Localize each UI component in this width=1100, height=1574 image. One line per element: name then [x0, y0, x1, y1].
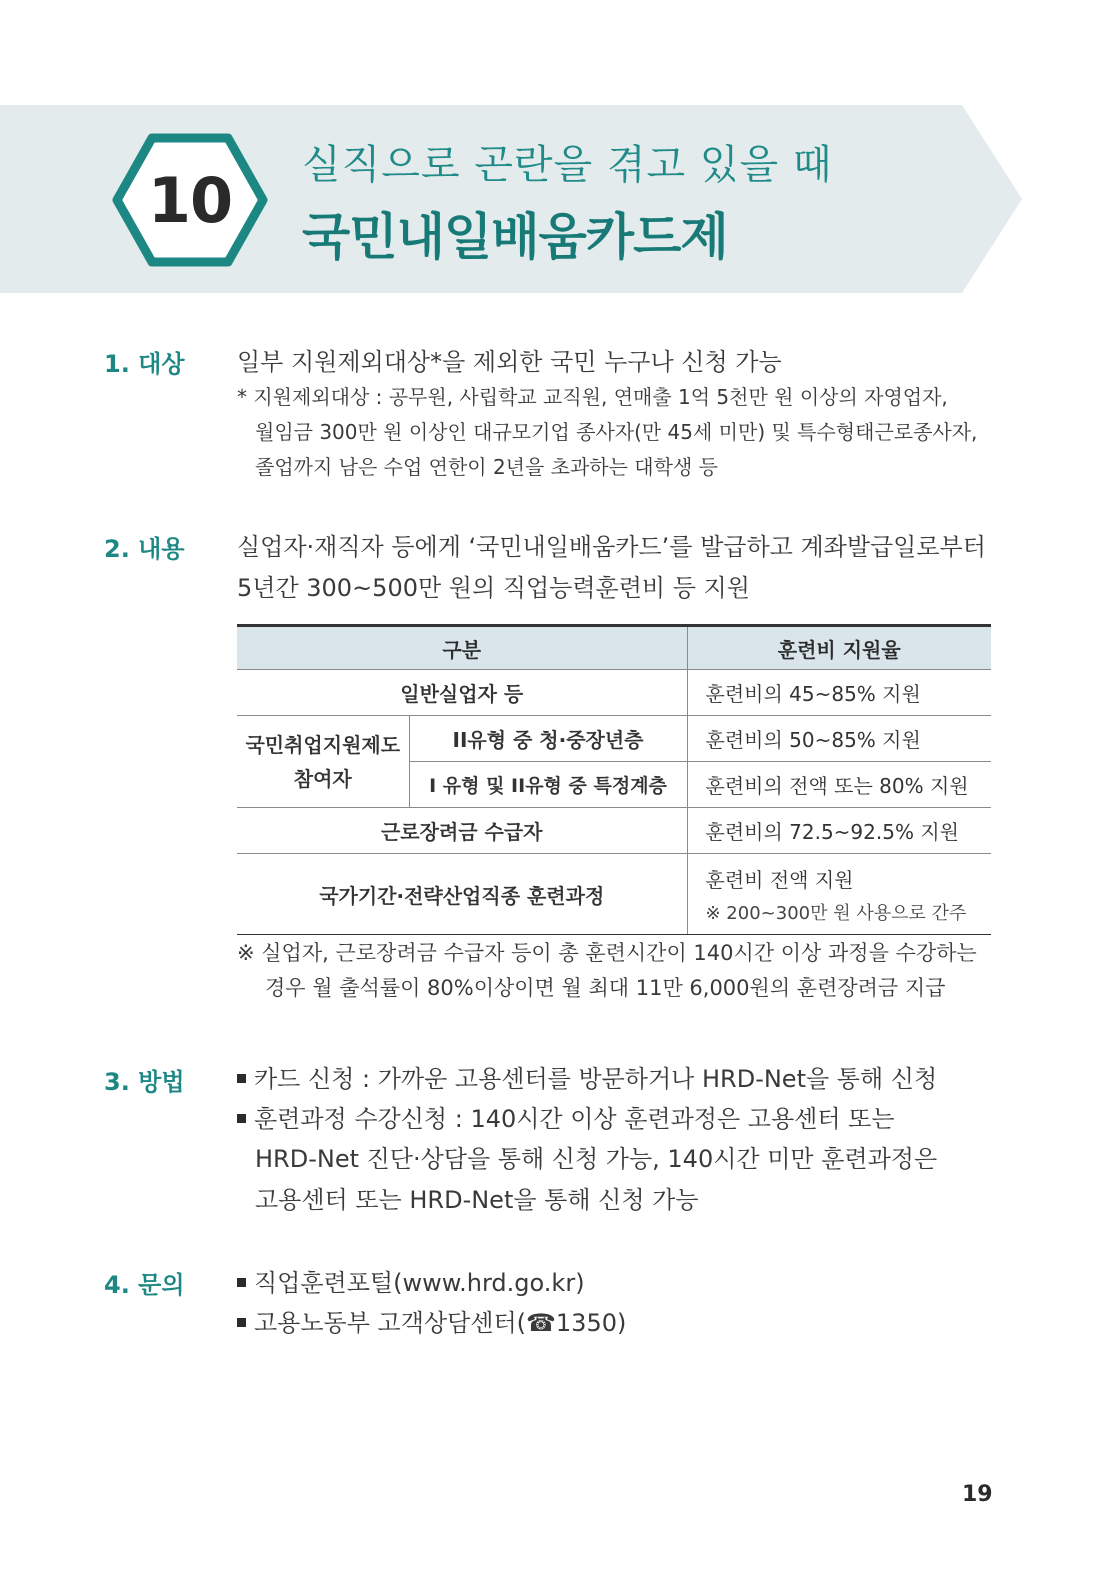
- table-cell-group: [237, 716, 409, 808]
- table-row: [237, 716, 991, 762]
- section-4-line-1: [237, 1263, 585, 1298]
- section-2-footnote-1: ※ 실업자, 근로장려금 수급자 등이 총 훈련시간이 140시간 이상 과정을 수강하는: [237, 941, 977, 965]
- section-4-line-2: [237, 1303, 626, 1338]
- hexagon-badge-icon: [112, 133, 268, 267]
- header-title: 국민내일배움카드제: [302, 208, 728, 266]
- training-support-table: [237, 624, 991, 935]
- section-3-line-4: 고용센터 또는 HRD-Net을 통해 신청 가능: [255, 1186, 699, 1214]
- section-1-note-1: * 지원제외대상 : 공무원, 사립학교 교직원, 연매출 1억 5천만 원 이상의 자영업자,: [237, 385, 948, 409]
- table-header-row: [237, 626, 991, 670]
- section-3-label: 3. 방법: [104, 1068, 185, 1096]
- table-header: 훈련비 지원율: [687, 626, 991, 670]
- section-2-line-2: 5년간 300~500만 원의 직업능력훈련비 등 지원: [237, 574, 750, 602]
- section-3-text: 훈련과정 수강신청 : 140시간 이상 훈련과정은 고용센터 또는: [254, 1105, 895, 1133]
- section-3-line-1: [237, 1059, 937, 1094]
- table-cell-category: 국가기간·전략산업직종 훈련과정: [237, 854, 687, 935]
- square-bullet-icon: [237, 1318, 246, 1327]
- table-header: 구분: [237, 626, 687, 670]
- table-row: [237, 808, 991, 854]
- square-bullet-icon: [237, 1114, 246, 1123]
- section-1-note-3: 졸업까지 남은 수업 연한이 2년을 초과하는 대학생 등: [255, 455, 718, 479]
- table-row: [237, 670, 991, 716]
- table-value-main: 훈련비 전액 지원: [705, 867, 854, 892]
- square-bullet-icon: [237, 1074, 246, 1083]
- section-1-note-2: 월임금 300만 원 이상인 대규모기업 종사자(만 45세 미만) 및 특수형태근로종사자,: [255, 420, 978, 444]
- call-center-text: 고용노동부 고객상담센터(☎1350): [254, 1309, 627, 1337]
- section-2-footnote-2: 경우 월 출석률이 80%이상이면 월 최대 11만 6,000원의 훈련장려금 지급: [265, 976, 946, 1000]
- table-cell-category: 근로장려금 수급자: [237, 808, 687, 854]
- table-cell-value: 훈련비의 전액 또는 80% 지원: [687, 762, 991, 808]
- square-bullet-icon: [237, 1278, 246, 1287]
- header-subtitle: 실직으로 곤란을 겪고 있을 때: [302, 142, 833, 188]
- section-3-line-2: [237, 1099, 895, 1134]
- table-cell-value: 훈련비의 45~85% 지원: [687, 670, 991, 716]
- section-3-line-3: HRD-Net 진단·상담을 통해 신청 가능, 140시간 미만 훈련과정은: [255, 1145, 938, 1173]
- table-cell-value: 훈련비의 50~85% 지원: [687, 716, 991, 762]
- section-4-label: 4. 문의: [104, 1271, 185, 1299]
- table-group-line: 참여자: [293, 766, 352, 791]
- section-1-main: 일부 지원제외대상*을 제외한 국민 누구나 신청 가능: [237, 348, 782, 376]
- table-value-note: ※ 200~300만 원 사용으로 간주: [705, 902, 967, 924]
- table-cell-subcategory: I 유형 및 II유형 중 특정계층: [409, 762, 687, 808]
- section-2-label: 2. 내용: [104, 535, 185, 563]
- hrd-portal-text: 직업훈련포털(www.hrd.go.kr): [254, 1269, 585, 1297]
- page-number: 19: [962, 1482, 993, 1507]
- table-cell-value: 훈련비의 72.5~92.5% 지원: [687, 808, 991, 854]
- table-cell-subcategory: II유형 중 청·중장년층: [409, 716, 687, 762]
- section-2-line-1: 실업자·재직자 등에게 ‘국민내일배움카드’를 발급하고 계좌발급일로부터: [237, 533, 986, 561]
- header-banner: [0, 105, 1022, 293]
- table-group-line: 국민취업지원제도: [245, 732, 401, 757]
- section-1-label: 1. 대상: [104, 350, 185, 378]
- table-cell-value: [687, 854, 991, 935]
- section-3-text: 카드 신청 : 가까운 고용센터를 방문하거나 HRD-Net을 통해 신청: [254, 1065, 938, 1093]
- section-number: 10: [147, 163, 233, 237]
- table-cell-category: 일반실업자 등: [237, 670, 687, 716]
- table-row: [237, 854, 991, 935]
